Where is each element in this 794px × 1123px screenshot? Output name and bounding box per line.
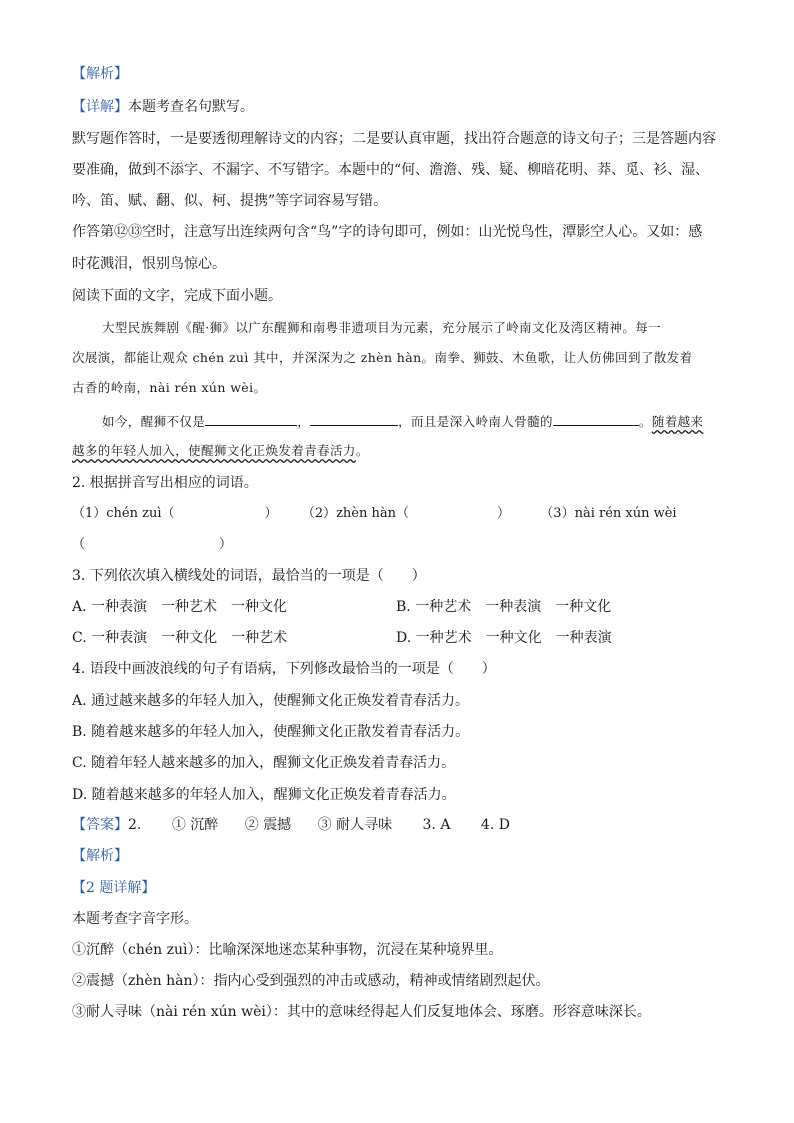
analysis-heading: 【解析】 <box>72 848 128 864</box>
option-b[interactable]: B. 一种艺术 一种表演 一种文化 <box>396 599 612 615</box>
answer-word: 耐人寻味 <box>336 817 393 833</box>
bracket: ） <box>219 537 233 552</box>
answer-tag: 【答案】 <box>72 817 128 833</box>
analysis-heading: 【解析】 <box>72 66 128 82</box>
pinyin-item: （2）zhèn hàn（ <box>301 506 409 521</box>
answer-qnum: 2. <box>128 817 142 833</box>
passage-text: ， <box>297 414 311 429</box>
question-2-items <box>72 504 677 524</box>
pinyin-item: （1）chén zuì（ <box>72 506 175 521</box>
question-2-items <box>72 535 232 555</box>
question-4-stem: 4. 语段中画波浪线的句子有语病，下列修改最恰当的一项是（ ） <box>72 661 496 677</box>
bracket: （ <box>72 537 86 552</box>
paragraph-line: 要准确，做到不添字、不漏字、不写错字。本题中的“何、澹澹、残、疑、柳暗花明、莽、觅、衫、湿、 <box>72 162 710 178</box>
wavy-sentence: 随着越来 <box>651 414 704 429</box>
option-c[interactable]: C. 随着年轻人越来越多的加入，醒狮文化正焕发着青春活力。 <box>72 755 456 771</box>
q2-detail-heading: 【2 题详解】 <box>72 880 156 896</box>
option-a[interactable]: A. 通过越来越多的年轻人加入，使醒狮文化正焕发着青春活力。 <box>72 693 470 709</box>
fill-blank-3[interactable] <box>553 411 639 426</box>
answer-marker: ② <box>244 817 259 833</box>
paragraph-line: 吟、笛、赋、翻、似、柯、提携”等字词容易写错。 <box>72 193 388 209</box>
pinyin-item: （3）nài rén xún wèi <box>540 506 677 521</box>
fill-blank-2[interactable] <box>310 411 398 426</box>
fill-blank-1[interactable] <box>205 411 297 426</box>
passage-line: 次展演，都能让观众 chén zuì 其中，并深深为之 zhèn hàn。南拳、狮鼓、木鱼歌，让人仿佛回到了散发着 <box>72 350 693 365</box>
paragraph-line: 作答第⑫⑬空时，注意写出连续两句含“鸟”字的诗句即可，例如：山光悦鸟性，潭影空人心。又如：感 <box>72 224 703 240</box>
definition-line: ②震撼（zhèn hàn）：指内心受到强烈的冲击或感动，精神或情绪剧烈起伏。 <box>72 973 550 989</box>
answer-q4: 4. D <box>480 817 510 833</box>
definition-line: ③耐人寻味（nài rén xún wèi）：其中的意味经得起人们反复地体会、琢磨。形容意味深长。 <box>72 1004 651 1020</box>
option-d[interactable]: D. 一种艺术 一种文化 一种表演 <box>396 630 612 646</box>
passage-text: 。 <box>355 443 369 458</box>
wavy-sentence: 越多的年轻人加入，使醒狮文化正焕发着青春活力 <box>72 443 356 458</box>
passage-line: 大型民族舞剧《醒·狮》以广东醒狮和南粤非遗项目为元素，充分展示了岭南文化及湾区精神。每一 <box>102 320 662 335</box>
option-a[interactable]: A. 一种表演 一种艺术 一种文化 <box>72 599 288 615</box>
passage-line <box>72 441 369 461</box>
detail-text: 本题考查名句默写。 <box>128 99 254 115</box>
answer-q3: 3. A <box>422 817 451 833</box>
bracket: ） <box>497 506 511 521</box>
passage-text: 如今，醒狮不仅是 <box>102 414 206 429</box>
answer-line <box>72 815 510 835</box>
definition-line: ①沉醉（chén zuì）：比喻深深地迷恋某种事物，沉浸在某种境界里。 <box>72 942 503 958</box>
answer-word: 震撼 <box>263 817 292 833</box>
analysis-intro: 本题考查字音字形。 <box>72 911 198 927</box>
answer-marker: ③ <box>317 817 332 833</box>
answer-marker: ① <box>171 817 186 833</box>
option-d[interactable]: D. 随着越来越多的年轻人加入，醒狮文化正焕发着青春活力。 <box>72 787 456 803</box>
passage-line: 古香的岭南，nài rén xún wèi。 <box>72 380 267 395</box>
reading-prompt: 阅读下面的文字，完成下面小题。 <box>72 288 282 304</box>
detail-line <box>72 97 254 117</box>
answer-word: 沉醉 <box>190 817 219 833</box>
detail-tag: 【详解】 <box>72 99 128 115</box>
question-2-stem: 2. 根据拼音写出相应的词语。 <box>72 475 258 491</box>
paragraph-line: 默写题作答时，一是要透彻理解诗文的内容；二是要认真审题，找出符合题意的诗文句子；三是答题内容 <box>72 131 716 147</box>
paragraph-line: 时花溅泪，恨别鸟惊心。 <box>72 256 226 272</box>
passage-text: 。 <box>638 414 652 429</box>
option-b[interactable]: B. 随着越来越多的年轻人加入，使醒狮文化正散发着青春活力。 <box>72 724 470 740</box>
passage-text: ，而且是深入岭南人骨髓的 <box>398 414 553 429</box>
passage-fill-line <box>102 411 703 432</box>
option-c[interactable]: C. 一种表演 一种文化 一种艺术 <box>72 630 288 646</box>
bracket: ） <box>264 506 278 521</box>
question-3-stem: 3. 下列依次填入横线处的词语，最恰当的一项是（ ） <box>72 568 426 584</box>
